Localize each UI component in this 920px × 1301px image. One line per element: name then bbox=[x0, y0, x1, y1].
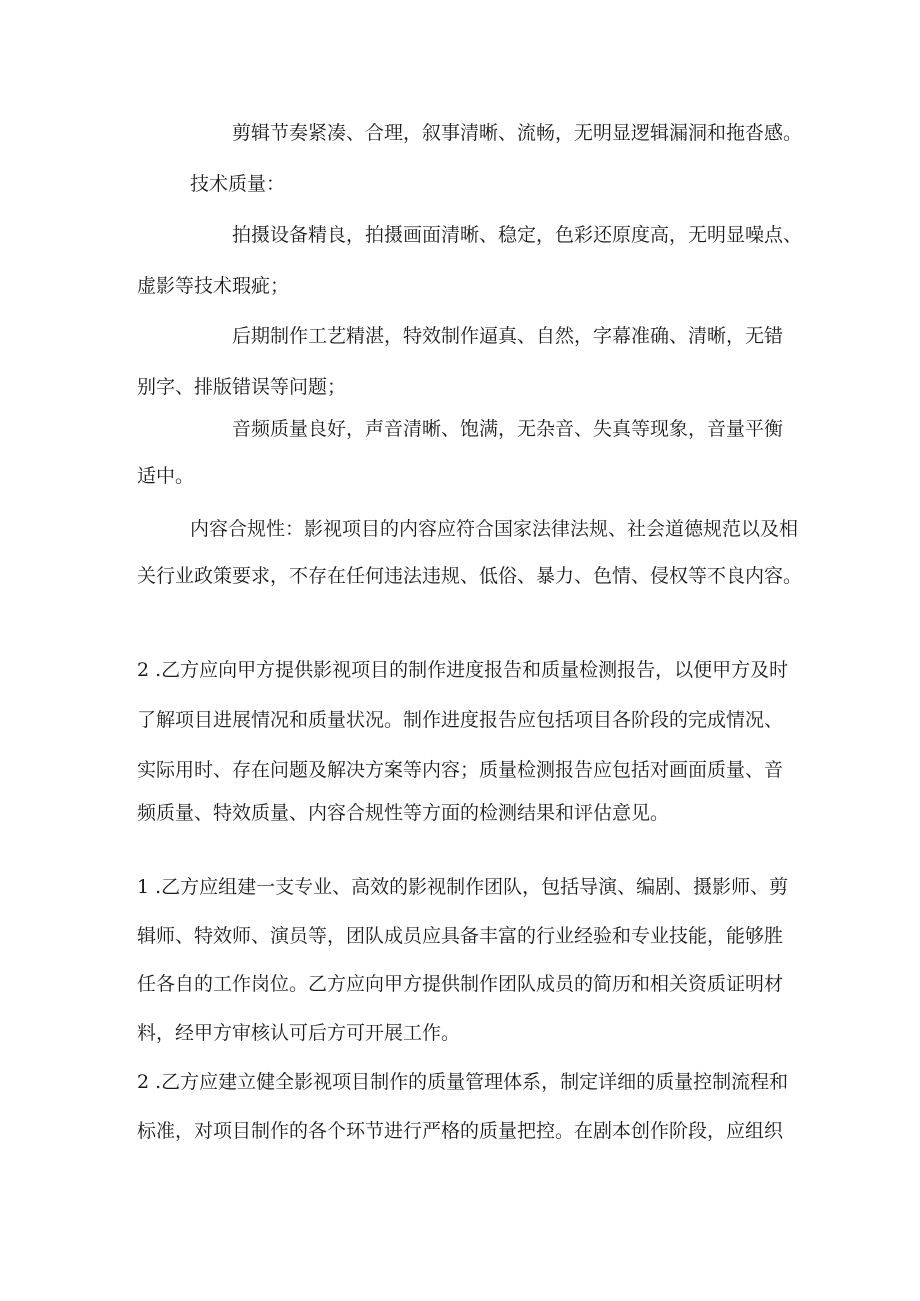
text-line: 辑师、特效师、演员等，团队成员应具备丰富的行业经验和专业技能，能够胜 bbox=[137, 925, 784, 947]
text-line: 内容合规性：影视项目的内容应符合国家法律法规、社会道德规范以及相 bbox=[190, 518, 799, 540]
text-line: 任各自的工作岗位。乙方应向甲方提供制作团队成员的简历和相关资质证明材 bbox=[137, 973, 784, 995]
text-line: 1 .乙方应组建一支专业、高效的影视制作团队，包括导演、编剧、摄影师、剪 bbox=[137, 876, 789, 898]
text-line: 标准，对项目制作的各个环节进行严格的质量把控。在剧本创作阶段，应组织 bbox=[137, 1120, 784, 1142]
text-line: 虚影等技术瑕疵； bbox=[137, 275, 290, 297]
section-heading: 技术质量： bbox=[190, 173, 286, 195]
text-line: 2 .乙方应建立健全影视项目制作的质量管理体系，制定详细的质量控制流程和 bbox=[137, 1071, 789, 1093]
text-line: 实际用时、存在问题及解决方案等内容；质量检测报告应包括对画面质量、音 bbox=[137, 759, 784, 781]
text-line: 关行业政策要求，不存在任何违法违规、低俗、暴力、色情、侵权等不良内容。 bbox=[137, 565, 803, 587]
text-line: 料，经甲方审核认可后方可开展工作。 bbox=[137, 1022, 461, 1044]
text-line: 别字、排版错误等问题； bbox=[137, 376, 347, 398]
text-line: 2 .乙方应向甲方提供影视项目的制作进度报告和质量检测报告，以便甲方及时 bbox=[137, 659, 789, 681]
text-line: 音频质量良好，声音清晰、饱满，无杂音、失真等现象，音量平衡 bbox=[232, 418, 784, 440]
text-line: 后期制作工艺精湛，特效制作逼真、自然，字幕准确、清晰，无错 bbox=[232, 325, 784, 347]
text-line: 拍摄设备精良，拍摄画面清晰、稳定，色彩还原度高，无明显噪点、 bbox=[232, 224, 803, 246]
text-line: 频质量、特效质量、内容合规性等方面的检测结果和评估意见。 bbox=[137, 802, 670, 824]
text-line: 剪辑节奏紧凑、合理，叙事清晰、流畅，无明显逻辑漏洞和拖沓感。 bbox=[232, 122, 803, 144]
text-line: 了解项目进展情况和质量状况。制作进度报告应包括项目各阶段的完成情况、 bbox=[137, 709, 784, 731]
text-line: 适中。 bbox=[137, 465, 195, 487]
